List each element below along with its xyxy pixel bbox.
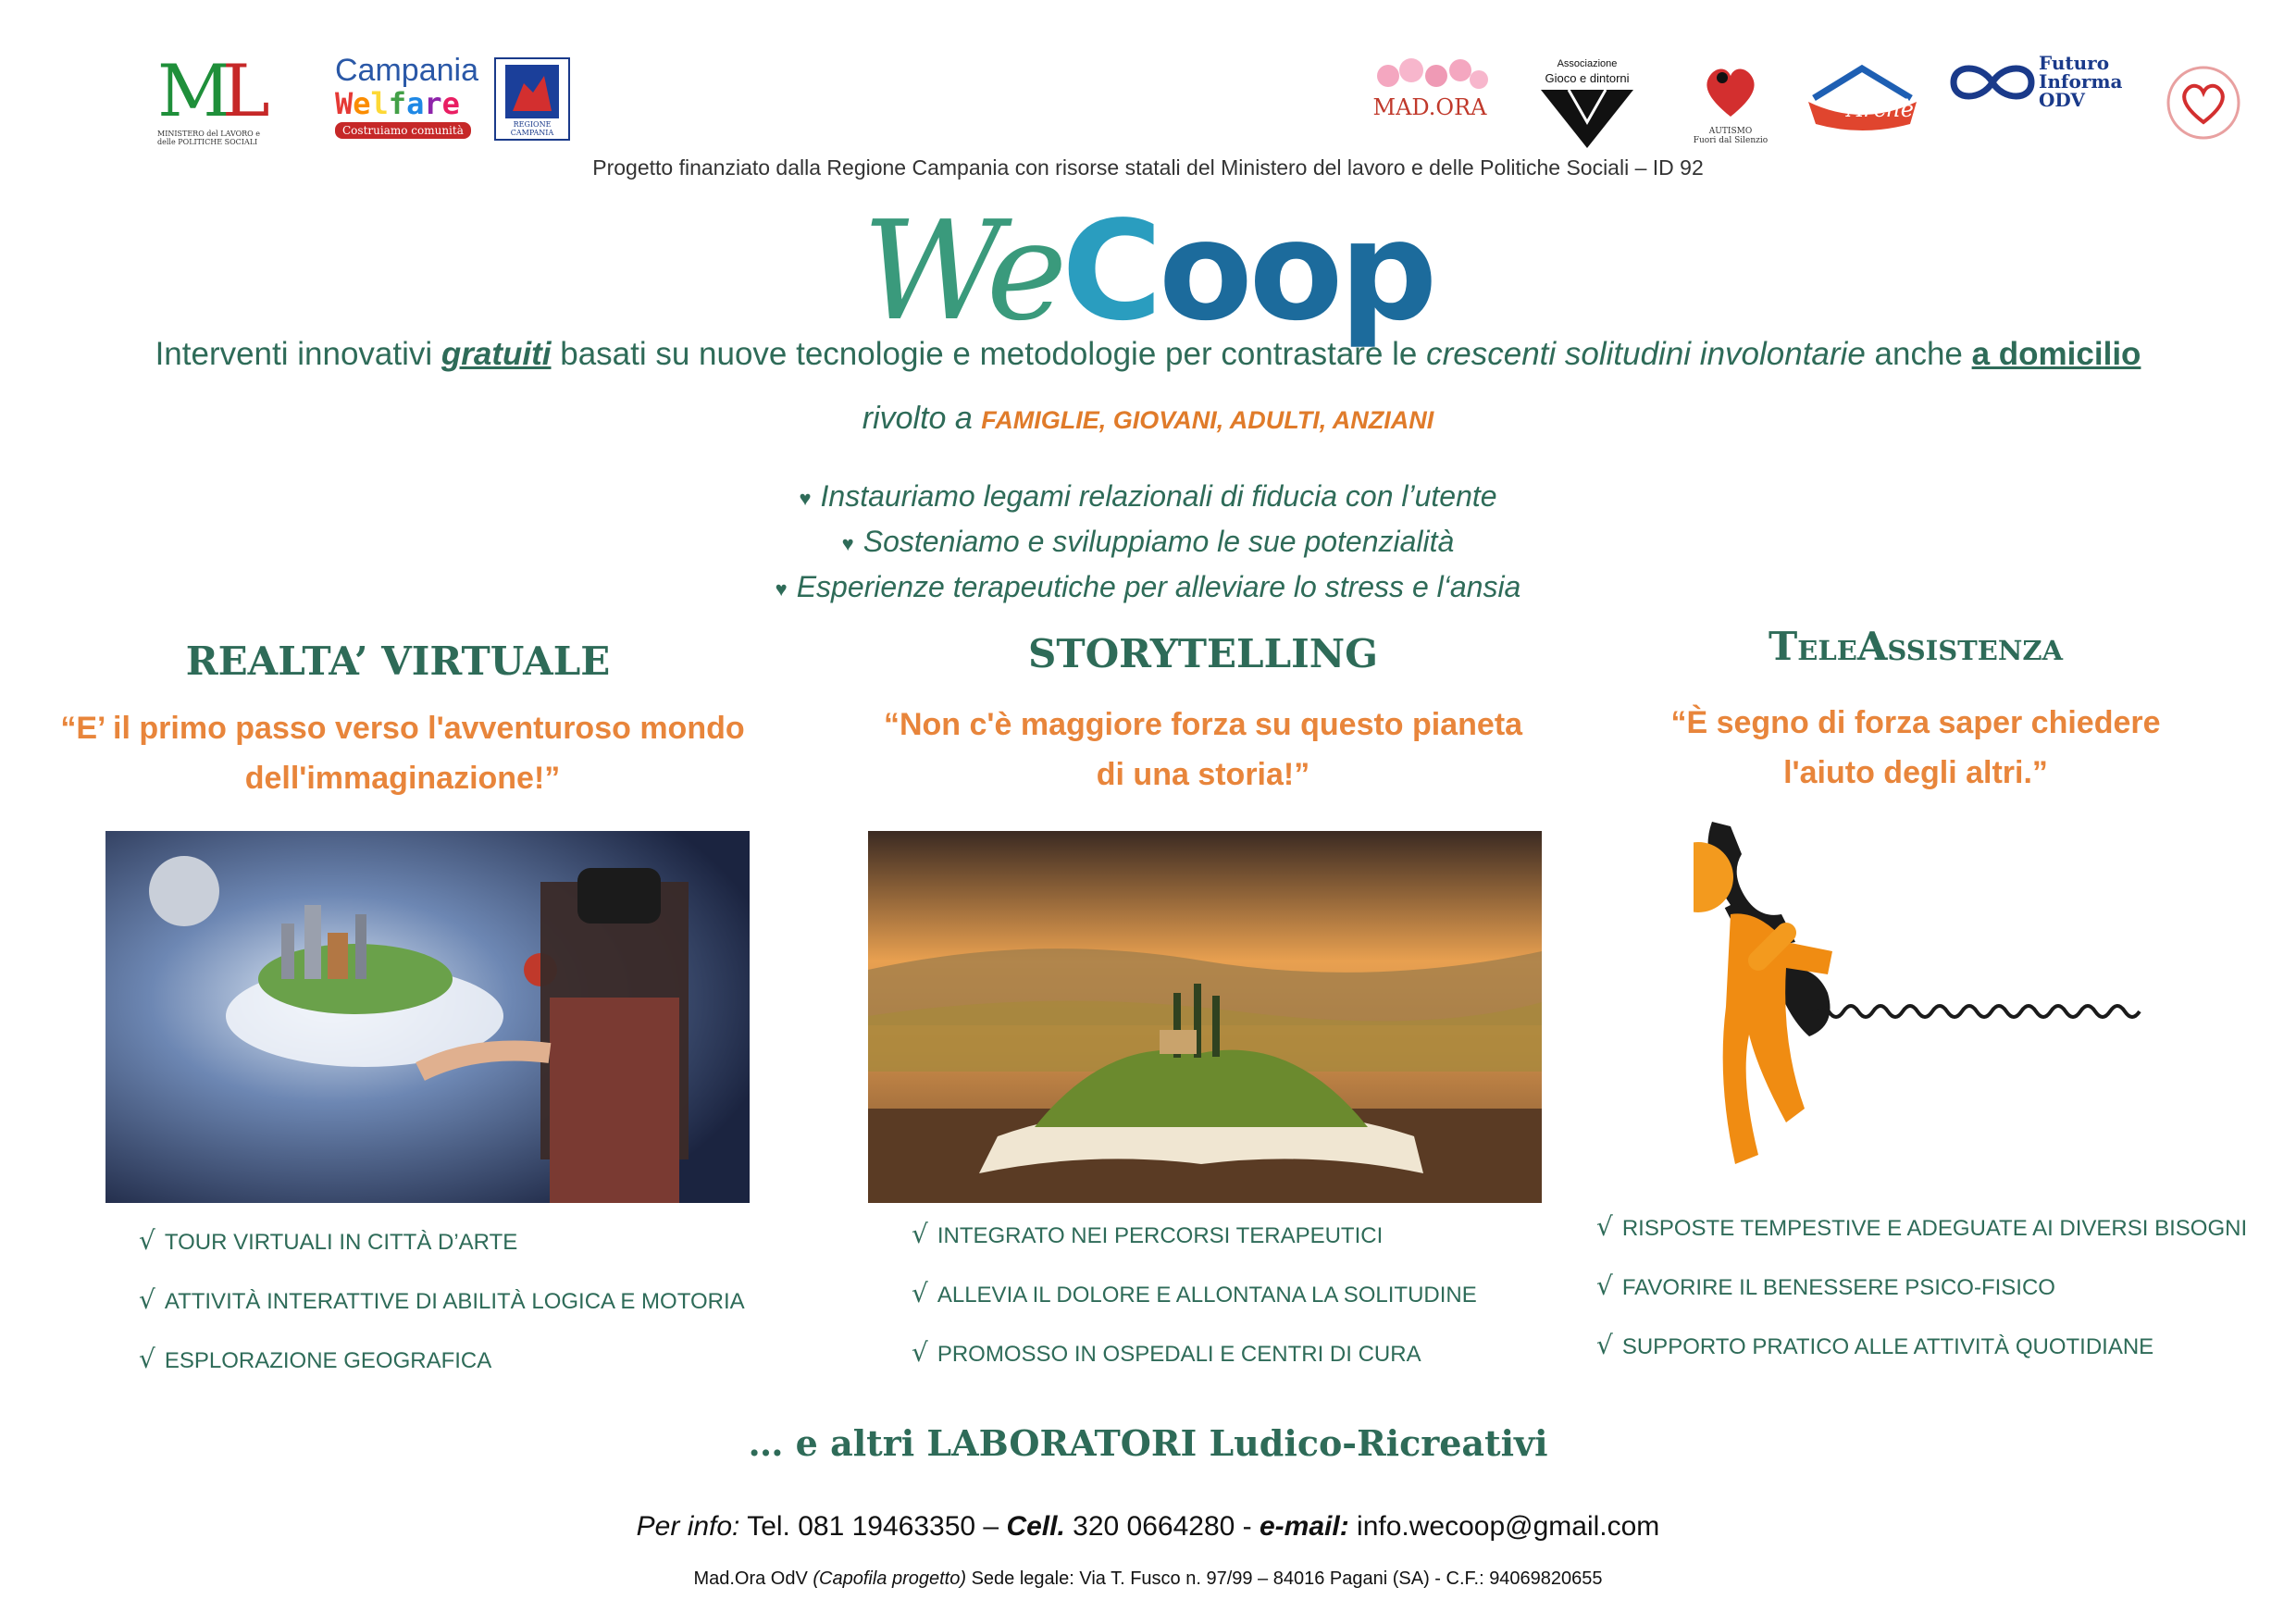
storytelling-photo xyxy=(868,831,1542,1203)
gioco-e-dintorni-logo xyxy=(1527,57,1647,150)
gioco-triangle-icon xyxy=(1536,85,1638,150)
benefit-text: Sosteniamo e sviluppiamo le sue potenzialità xyxy=(863,525,1455,559)
ministero-label: MINISTERO del LAVORO e delle POLITICHE SOCIALI xyxy=(157,130,260,146)
feature-text: RISPOSTE TEMPESTIVE E ADEGUATE AI DIVERSI BISOGNI xyxy=(1621,1216,2248,1241)
feature-item xyxy=(139,1271,824,1331)
target-prefix: rivolto a xyxy=(862,401,982,436)
autismo-line2: Fuori dal Silenzio xyxy=(1693,136,1769,145)
futuro-line3: ODV xyxy=(2039,89,2085,111)
brand-oop: oop xyxy=(1158,192,1434,351)
column-title-vr: REALTA’ VIRTUALE xyxy=(185,638,611,684)
tagline-part2: basati su nuove tecnologie e metodologie per contrastare le xyxy=(551,336,1427,372)
autismo-logo xyxy=(1689,57,1772,150)
heart-icon: ♥ xyxy=(841,532,854,556)
infinity-icon xyxy=(1946,59,2039,105)
welfare-label: Welfare xyxy=(335,86,460,121)
benefits-list xyxy=(0,475,2296,611)
brand-c: C xyxy=(1061,192,1159,351)
features-vr xyxy=(139,1212,824,1390)
other-labs-heading: … e altri LABORATORI Ludico-Ricreativi xyxy=(748,1422,1548,1464)
feature-item xyxy=(912,1206,1596,1265)
gioco-line2: Gioco e dintorni xyxy=(1545,71,1630,85)
feature-text: SUPPORTO PRATICO ALLE ATTIVITÀ QUOTIDIANE xyxy=(1621,1334,2154,1359)
tagline-crescenti: crescenti solitudini involontarie xyxy=(1426,336,1866,372)
feature-item xyxy=(912,1324,1596,1383)
features-storytelling xyxy=(912,1206,1596,1383)
feature-text: FAVORIRE IL BENESSERE PSICO-FISICO xyxy=(1621,1275,2055,1300)
tagline-gratuiti: gratuiti xyxy=(441,336,552,372)
check-icon: √ xyxy=(1596,1330,1613,1360)
column-quote-teleassistenza xyxy=(1555,698,2277,798)
gioco-line1: Associazione xyxy=(1557,58,1618,69)
feature-text: ESPLORAZIONE GEOGRAFICA xyxy=(164,1348,492,1373)
madora-label: MAD.ORA xyxy=(1372,94,1487,120)
quote-line2: di una storia!” xyxy=(1096,757,1310,792)
legal-info xyxy=(0,1568,2296,1590)
tagline-domicilio: a domicilio xyxy=(1971,336,2141,372)
quote-line2: l'aiuto degli altri.” xyxy=(1783,755,2048,790)
feature-item xyxy=(1596,1258,2281,1317)
campania-label: Campania xyxy=(335,53,478,88)
heart-icon: ♥ xyxy=(775,577,788,601)
vr-photo xyxy=(105,831,750,1203)
check-icon: √ xyxy=(1596,1271,1613,1301)
legal-address: Sede legale: Via T. Fusco n. 97/99 – 84016 Pagani (SA) - C.F.: 94069820655 xyxy=(966,1568,1603,1589)
target-groups: FAMIGLIE, GIOVANI, ADULTI, ANZIANI xyxy=(981,406,1434,434)
feature-item xyxy=(1596,1317,2281,1376)
email-link[interactable]: info.wecoop@gmail.com xyxy=(1348,1511,1660,1542)
tagline-part3: anche xyxy=(1865,336,1972,372)
column-quote-vr xyxy=(37,703,768,803)
tagline-part1: Interventi innovativi xyxy=(155,336,441,372)
column-title-storytelling: STORYTELLING xyxy=(1028,631,1378,676)
quote-line1: “E’ il primo passo verso l'avventuroso mondo xyxy=(60,711,745,746)
legal-role: (Capofila progetto) xyxy=(813,1568,967,1589)
benefit-item xyxy=(0,520,2296,565)
brand-we: We xyxy=(862,192,1062,351)
email-label: e-mail: xyxy=(1260,1511,1349,1542)
heart-icon: ♥ xyxy=(799,487,812,511)
feature-text: TOUR VIRTUALI IN CITTÀ D’ARTE xyxy=(164,1230,518,1255)
benefit-text: Esperienze terapeutiche per alleviare lo stress e l‘ansia xyxy=(796,570,1521,604)
legal-org: Mad.Ora OdV xyxy=(693,1568,813,1589)
feature-text: PROMOSSO IN OSPEDALI E CENTRI DI CURA xyxy=(937,1342,1421,1367)
phone-number[interactable]: Tel. 081 19463350 – xyxy=(739,1511,1007,1542)
check-icon: √ xyxy=(139,1225,155,1256)
associazione-heart-logo xyxy=(2166,61,2241,144)
target-audience xyxy=(0,401,2296,437)
campania-welfare-logo xyxy=(335,54,585,146)
madora-logo xyxy=(1360,57,1499,131)
per-info-label: Per info: xyxy=(636,1511,740,1542)
contact-info xyxy=(0,1511,2296,1543)
check-icon: √ xyxy=(139,1344,155,1374)
arche-logo xyxy=(1805,63,1920,132)
benefit-item xyxy=(0,565,2296,611)
check-icon: √ xyxy=(912,1337,928,1368)
regione-campania-shield xyxy=(494,57,570,141)
check-icon: √ xyxy=(1596,1211,1613,1242)
futuro-line1: Futuro xyxy=(2039,52,2110,74)
column-title-teleassistenza: TeleAssistenza xyxy=(1768,624,2064,669)
campania-tagline: Costruiamo comunità xyxy=(335,122,471,139)
benefit-text: Instauriamo legami relazionali di fiducia con l’utente xyxy=(820,479,1497,513)
regione-label: REGIONE CAMPANIA xyxy=(510,120,554,137)
autismo-line1: AUTISMO xyxy=(1708,127,1753,136)
column-quote-storytelling xyxy=(833,700,1573,800)
teleassistenza-illustration xyxy=(1694,803,2175,1201)
wecoop-brand-title xyxy=(0,192,2296,350)
check-icon: √ xyxy=(912,1278,928,1308)
feature-item xyxy=(139,1212,824,1271)
autismo-heart-icon xyxy=(1698,57,1763,124)
cell-number[interactable]: 320 0664280 - xyxy=(1064,1511,1260,1542)
quote-line2: dell'immaginazione!” xyxy=(244,761,561,796)
check-icon: √ xyxy=(912,1219,928,1249)
feature-item xyxy=(1596,1198,2281,1258)
features-teleassistenza xyxy=(1596,1198,2281,1376)
futuro-informa-logo xyxy=(1946,54,2131,109)
tagline xyxy=(0,336,2296,373)
arche-label: Archè xyxy=(1847,96,1914,122)
quote-line1: “È segno di forza saper chiedere xyxy=(1670,705,2161,740)
quote-line1: “Non c'è maggiore forza su questo pianeta xyxy=(883,707,1523,742)
feature-item xyxy=(139,1331,824,1390)
feature-text: ATTIVITÀ INTERATTIVE DI ABILITÀ LOGICA E MOTORIA xyxy=(164,1289,745,1314)
benefit-item xyxy=(0,475,2296,520)
ministero-logo: ML MINISTERO del LAVORO e delle POLITICHE SOCIALI xyxy=(157,56,264,143)
check-icon: √ xyxy=(139,1284,155,1315)
feature-text: INTEGRATO NEI PERCORSI TERAPEUTICI xyxy=(937,1223,1384,1248)
cell-label: Cell. xyxy=(1006,1511,1065,1542)
feature-text: ALLEVIA IL DOLORE E ALLONTANA LA SOLITUDINE xyxy=(937,1283,1477,1308)
futuro-line2: Informa xyxy=(2039,70,2123,93)
funding-notice: Progetto finanziato dalla Regione Campania con risorse statali del Ministero del lavoro e delle Politiche Sociali – ID 92 xyxy=(592,155,1704,180)
feature-item xyxy=(912,1265,1596,1324)
